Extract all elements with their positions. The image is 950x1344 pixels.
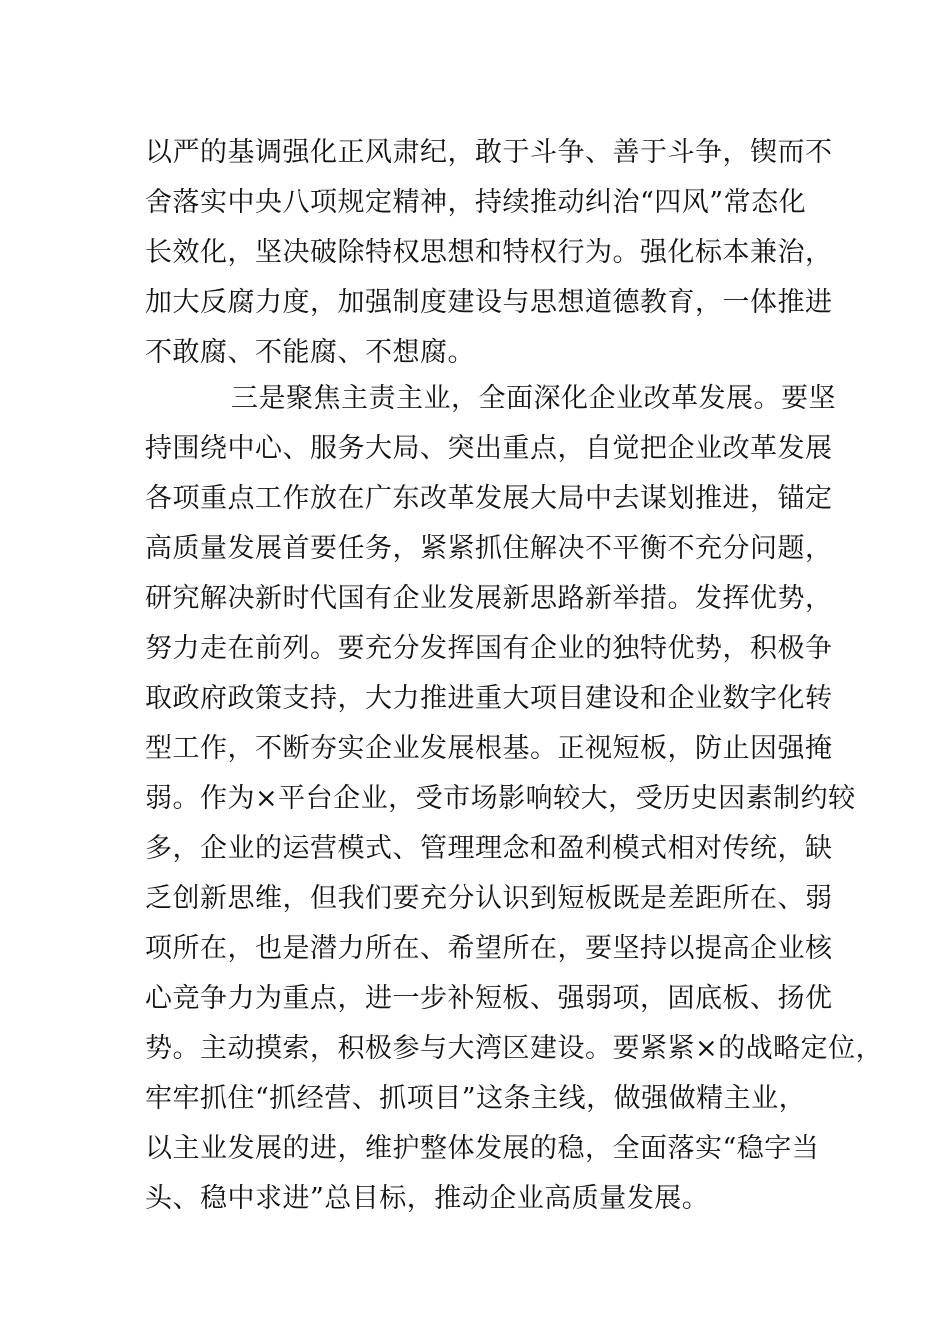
paragraph-2-line-13: 心竞争力为重点，进一步补短板、强弱项，固底板、扬优 xyxy=(145,983,833,1014)
paragraph-2 xyxy=(145,374,884,1224)
paragraph-2-line-5: 研究解决新时代国有企业发展新思路新举措。发挥优势， xyxy=(145,583,833,614)
paragraph-2-line-10: 多，企业的运营模式、管理理念和盈利模式相对传统，缺 xyxy=(145,833,833,864)
paragraph-1-line-5: 不敢腐、不能腐、不想腐。 xyxy=(145,337,475,368)
paragraph-2-line-12: 项所在，也是潜力所在、希望所在，要坚持以提高企业核 xyxy=(145,933,833,964)
paragraph-1-line-2: 舍落实中央八项规定精神，持续推动纠治“四风”常态化 xyxy=(145,187,807,218)
paragraph-2-line-9: 弱。作为×平台企业，受市场影响较大，受历史因素制约较 xyxy=(145,783,856,814)
paragraph-2-line-4: 高质量发展首要任务，紧紧抓住解决不平衡不充分问题， xyxy=(145,533,833,564)
paragraph-2-line-7: 取政府政策支持，大力推进重大项目建设和企业数字化转 xyxy=(145,683,833,714)
paragraph-2-line-11: 乏创新思维，但我们要充分认识到短板既是差距所在、弱 xyxy=(145,883,833,914)
paragraph-2-line-3: 各项重点工作放在广东改革发展大局中去谋划推进，锚定 xyxy=(145,483,833,514)
paragraph-2-line-8: 型工作，不断夯实企业发展根基。正视短板，防止因强掩 xyxy=(145,733,833,764)
paragraph-1-line-3: 长效化，坚决破除特权思想和特权行为。强化标本兼治， xyxy=(145,237,833,268)
paragraph-2-line-15: 牢牢抓住“抓经营、抓项目”这条主线，做强做精主业， xyxy=(145,1083,807,1114)
paragraph-2-line-17: 头、稳中求进”总目标，推动企业高质量发展。 xyxy=(145,1183,710,1214)
paragraph-2-line-2: 持围绕中心、服务大局、突出重点，自觉把企业改革发展 xyxy=(145,433,833,464)
paragraph-1 xyxy=(145,128,833,378)
paragraph-2-line-1: 三是聚焦主责主业，全面深化企业改革发展。要坚 xyxy=(231,383,836,414)
paragraph-2-line-14: 势。主动摸索，积极参与大湾区建设。要紧紧×的战略定位， xyxy=(145,1033,884,1064)
paragraph-1-line-1: 以严的基调强化正风肃纪，敢于斗争、善于斗争，锲而不 xyxy=(145,137,833,168)
paragraph-2-line-6: 努力走在前列。要充分发挥国有企业的独特优势，积极争 xyxy=(145,633,833,664)
paragraph-2-line-16: 以主业发展的进，维护整体发展的稳，全面落实“稳字当 xyxy=(145,1133,820,1164)
paragraph-1-line-4: 加大反腐力度，加强制度建设与思想道德教育，一体推进 xyxy=(145,287,833,318)
